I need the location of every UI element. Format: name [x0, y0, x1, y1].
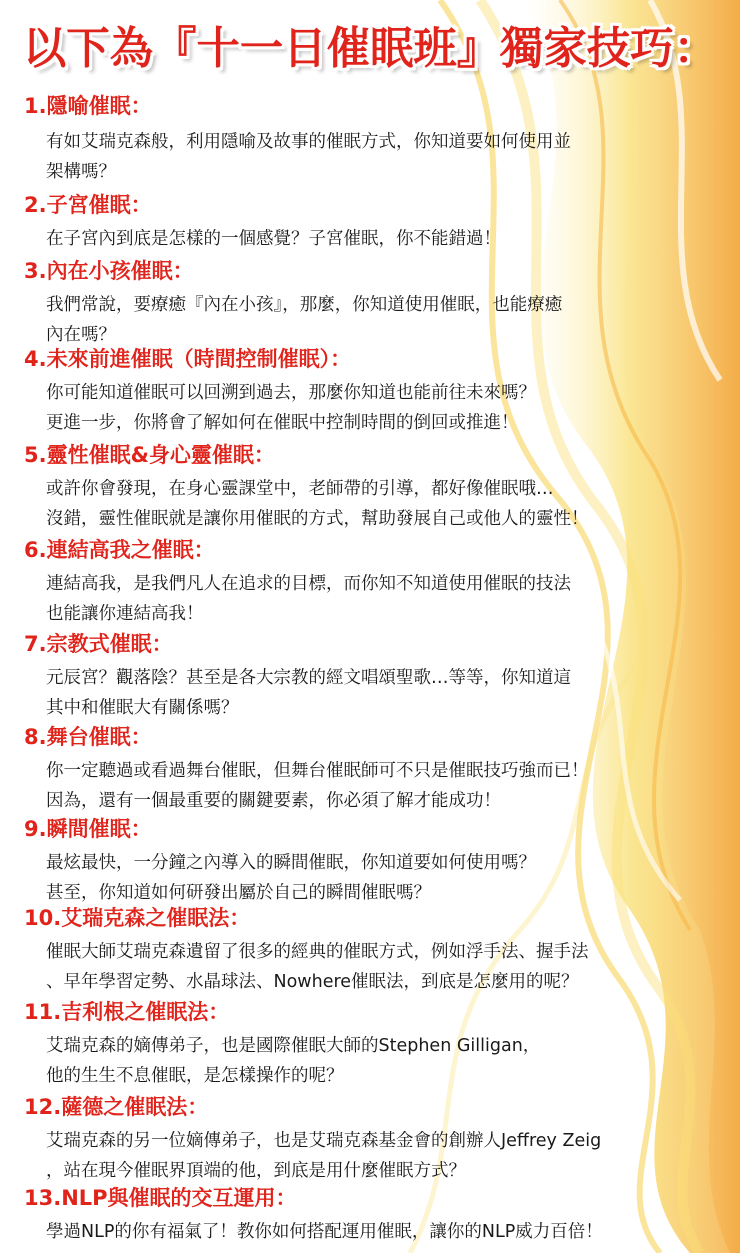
- technique-heading: 9.瞬間催眠：: [24, 817, 152, 841]
- technique-description-line: ，站在現今催眠界頂端的他，到底是用什麼催眠方式？: [46, 1161, 466, 1181]
- technique-heading: 11.吉利根之催眠法：: [24, 1000, 230, 1024]
- technique-description-line: 你可能知道催眠可以回溯到過去，那麼你知道也能前往未來嗎？: [46, 383, 536, 403]
- technique-description-line: 、早年學習定勢、水晶球法、Nowhere催眠法，到底是怎麼用的呢？: [46, 972, 579, 992]
- technique-heading: 4.未來前進催眠（時間控制催眠）：: [24, 347, 352, 371]
- technique-description-line: 甚至，你知道如何研發出屬於自己的瞬間催眠嗎？: [46, 883, 431, 903]
- technique-description-line: 沒錯，靈性催眠就是讓你用催眠的方式，幫助發展自己或他人的靈性！: [46, 509, 589, 529]
- technique-heading: 2.子宮催眠：: [24, 193, 152, 217]
- technique-description-line: 因為，還有一個最重要的關鍵要素，你必須了解才能成功！: [46, 791, 501, 811]
- technique-heading: 1.隱喻催眠：: [24, 94, 152, 118]
- technique-heading: 3.內在小孩催眠：: [24, 259, 194, 283]
- technique-description-line: 有如艾瑞克森般，利用隱喻及故事的催眠方式，你知道要如何使用並: [46, 132, 571, 152]
- technique-heading: 6.連結高我之催眠：: [24, 538, 215, 562]
- technique-description-line: 連結高我，是我們凡人在追求的目標，而你知不知道使用催眠的技法: [46, 574, 571, 594]
- technique-description-line: 學過NLP的你有福氣了！教你如何搭配運用催眠，讓你的NLP威力百倍！: [46, 1222, 603, 1242]
- technique-heading: 13.NLP與催眠的交互運用：: [24, 1186, 297, 1210]
- technique-description-line: 內在嗎？: [46, 325, 116, 345]
- technique-description-line: 催眠大師艾瑞克森遺留了很多的經典的催眠方式，例如浮手法、握手法: [46, 942, 589, 962]
- technique-heading: 12.薩德之催眠法：: [24, 1095, 209, 1119]
- technique-description-line: 你一定聽過或看過舞台催眠，但舞台催眠師可不只是催眠技巧強而已！: [46, 761, 589, 781]
- technique-heading: 10.艾瑞克森之催眠法：: [24, 906, 251, 930]
- technique-description-line: 其中和催眠大有關係嗎？: [46, 698, 239, 718]
- technique-description-line: 元辰宮？觀落陰？甚至是各大宗教的經文唱頌聖歌…等等，你知道這: [46, 668, 571, 688]
- technique-description-line: 更進一步，你將會了解如何在催眠中控制時間的倒回或推進！: [46, 413, 519, 433]
- technique-description-line: 艾瑞克森的另一位嫡傳弟子，也是艾瑞克森基金會的創辦人Jeffrey Zeig: [46, 1131, 602, 1151]
- technique-description-line: 他的生生不息催眠，是怎樣操作的呢？: [46, 1066, 344, 1086]
- technique-heading: 8.舞台催眠：: [24, 725, 152, 749]
- technique-description-line: 或許你會發現，在身心靈課堂中，老師帶的引導，都好像催眠哦…: [46, 479, 554, 499]
- technique-description-line: 也能讓你連結高我！: [46, 604, 204, 624]
- technique-description-line: 在子宮內到底是怎樣的一個感覺？子宮催眠，你不能錯過！: [46, 229, 501, 249]
- technique-description-line: 最炫最快，一分鐘之內導入的瞬間催眠，你知道要如何使用嗎？: [46, 853, 536, 873]
- page-title: 以下為『十一日催眠班』獨家技巧：: [22, 23, 718, 74]
- technique-heading: 7.宗教式催眠：: [24, 632, 173, 656]
- technique-description-line: 架構嗎？: [46, 162, 116, 182]
- technique-description-line: 艾瑞克森的嫡傳弟子，也是國際催眠大師的Stephen Gilligan，: [46, 1036, 541, 1056]
- technique-description-line: 我們常說，要療癒『內在小孩』，那麼，你知道使用催眠，也能療癒: [46, 295, 563, 315]
- technique-heading: 5.靈性催眠&身心靈催眠：: [24, 443, 275, 467]
